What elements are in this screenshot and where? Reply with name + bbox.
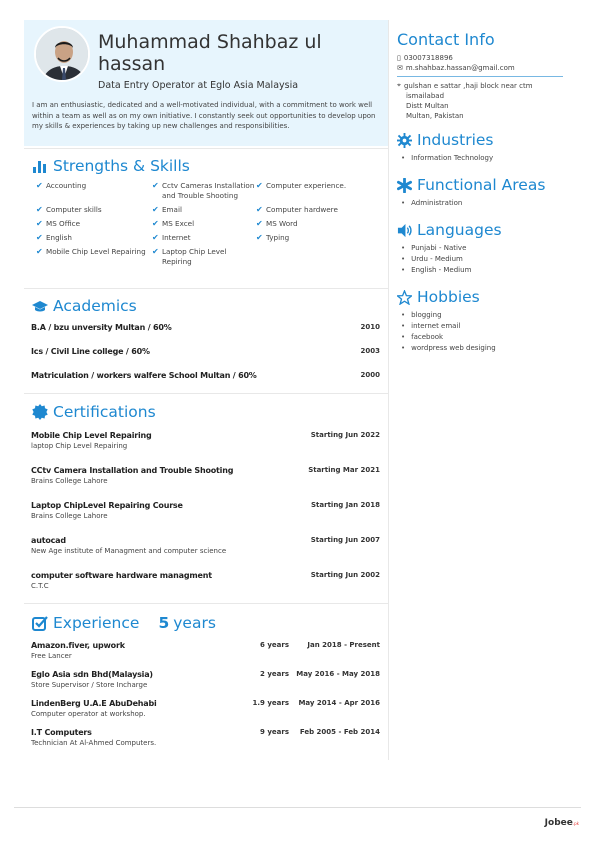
checkbox-icon [32, 615, 48, 631]
check-icon: ✔ [152, 205, 159, 214]
academics-title: Academics [53, 297, 137, 315]
academic-year: 2010 [360, 323, 380, 331]
list-item: • blogging [401, 310, 577, 321]
certification-row [31, 431, 380, 466]
list-item: • wordpress web desiging [401, 343, 577, 354]
experience-row [31, 728, 380, 757]
address-line: gulshan e sattar ,haji block near ctm [403, 82, 533, 90]
certification-title: Mobile Chip Level Repairing [31, 431, 152, 440]
job-role: Free Lancer [31, 652, 72, 660]
experience-heading [32, 612, 388, 634]
certification-date: Starting Jan 2018 [311, 501, 380, 509]
check-icon: ✔ [36, 247, 43, 256]
academic-year: 2000 [360, 371, 380, 379]
functional-heading [397, 176, 577, 194]
certification-provider: Brains College Lahore [31, 477, 108, 485]
experience-unit: years [173, 614, 216, 632]
hobbies-list [401, 310, 577, 354]
job-title: Data Entry Operator at Eglo Asia Malaysia [98, 80, 299, 91]
check-icon: ✔ [36, 205, 43, 214]
experience-row [31, 641, 380, 670]
skill-item: ✔ Mobile Chip Level Repairing [36, 247, 152, 267]
list-item: • internet email [401, 321, 577, 332]
star-icon [397, 290, 412, 305]
experience-row [31, 699, 380, 728]
experience-row [31, 670, 380, 699]
check-icon: ✔ [152, 247, 159, 256]
certification-date: Starting Mar 2021 [308, 466, 380, 474]
asterisk-icon [397, 178, 412, 193]
hobbies-heading [397, 288, 577, 306]
experience-section [24, 603, 388, 757]
footer-divider [14, 807, 581, 808]
gear-icon [397, 133, 412, 148]
academic-row [31, 347, 380, 371]
languages-heading [397, 221, 577, 239]
address-line: Multan, Pakistan [405, 112, 464, 120]
skill-item: ✔ Cctv Cameras Installation and Trouble Shooting [152, 181, 255, 200]
list-item: • Information Technology [401, 153, 577, 164]
job-dates: Feb 2005 - Feb 2014 [299, 728, 380, 736]
check-icon: ✔ [152, 181, 159, 190]
academic-row [31, 371, 380, 395]
experience-total: 5 [158, 614, 170, 632]
academic-row [31, 323, 380, 347]
job-duration: 1.9 years [252, 699, 289, 707]
job-dates: Jan 2018 - Present [307, 641, 380, 649]
contact-heading: Contact Info [397, 30, 495, 49]
skill-item: ✔ English [36, 233, 72, 242]
certification-date: Starting Jun 2002 [310, 571, 380, 579]
speaker-icon [397, 223, 412, 238]
check-icon: ✔ [256, 205, 263, 214]
skill-item: ✔ MS Excel [152, 219, 195, 228]
profile-header [24, 20, 388, 146]
certification-title: autocad [31, 536, 66, 545]
right-column [397, 30, 577, 354]
list-item: • Administration [401, 198, 577, 209]
column-divider [388, 20, 389, 760]
phone-icon: ▯ [397, 54, 401, 62]
check-icon: ✔ [152, 233, 159, 242]
certification-row [31, 536, 380, 571]
check-icon: ✔ [256, 233, 263, 242]
check-icon: ✔ [36, 233, 43, 242]
phone-number[interactable]: 03007318896 [403, 54, 453, 62]
map-marker-icon: ⌖ [397, 81, 401, 89]
certification-title: computer software hardware managment [31, 571, 212, 580]
job-duration: 6 years [260, 641, 289, 649]
list-item: • Urdu - Medium [401, 254, 577, 265]
certification-provider: C.T.C [31, 582, 49, 590]
skill-item: ✔ MS Word [256, 219, 298, 228]
industries-list [401, 153, 577, 164]
certification-title: CCtv Camera Installation and Trouble Shooting [31, 466, 234, 475]
contact-divider [397, 76, 563, 77]
certification-title: Laptop ChipLevel Repairing Course [31, 501, 183, 510]
academics-heading [32, 295, 388, 317]
academic-title: Ics / Civil Line college / 60% [31, 347, 150, 356]
badge-icon [32, 404, 48, 420]
skill-item: ✔ Computer skills [36, 205, 102, 214]
certification-provider: laptop Chip Level Repairing [31, 442, 128, 450]
certification-provider: New Age institute of Managment and computer science [31, 547, 227, 555]
functional-list [401, 198, 577, 209]
employer-name: LindenBerg U.A.E AbuDehabi [31, 699, 157, 708]
certification-row [31, 571, 380, 601]
job-dates: May 2016 - May 2018 [296, 670, 380, 678]
functional-title: Functional Areas [417, 176, 546, 194]
skills-heading [32, 155, 388, 177]
address-line: Distt Multan [405, 102, 449, 110]
industries-heading [397, 131, 577, 149]
list-item: • facebook [401, 332, 577, 343]
brand-logo: Jobee.pk [544, 818, 579, 828]
skill-item: ✔ Typing [256, 233, 290, 242]
academic-title: B.A / bzu unversity Multan / 60% [31, 323, 172, 332]
avatar [34, 26, 90, 82]
graduation-cap-icon [32, 298, 48, 314]
check-icon: ✔ [152, 219, 159, 228]
academic-title: Matriculation / workers walfere School Multan / 60% [31, 371, 257, 380]
certification-row [31, 501, 380, 536]
check-icon: ✔ [36, 219, 43, 228]
skills-section [24, 148, 388, 267]
skill-item: ✔ Laptop Chip Level Repiring [152, 247, 227, 266]
academic-year: 2003 [360, 347, 380, 355]
employer-name: I.T Computers [31, 728, 92, 737]
contact-phone [397, 54, 577, 62]
check-icon: ✔ [256, 219, 263, 228]
skills-title: Strengths & Skills [53, 157, 190, 175]
experience-title: Experience [53, 614, 140, 632]
check-icon: ✔ [36, 181, 43, 190]
left-column [24, 20, 388, 146]
academics-section [24, 288, 388, 395]
certifications-title: Certifications [53, 403, 156, 421]
contact-address [397, 81, 577, 121]
employer-name: Eglo Asia sdn Bhd(Malaysia) [31, 670, 153, 679]
bar-chart-icon [32, 158, 48, 174]
job-duration: 2 years [260, 670, 289, 678]
list-item: • English - Medium [401, 265, 577, 276]
contact-email [397, 64, 577, 72]
job-role: Store Supervisor / Store Incharge [31, 681, 148, 689]
skill-item: ✔ Computer experience. [256, 181, 376, 201]
languages-title: Languages [417, 221, 502, 239]
certification-provider: Brains College Lahore [31, 512, 108, 520]
address-line: ismailabad [405, 92, 445, 100]
industries-title: Industries [417, 131, 494, 149]
certification-date: Starting Jun 2007 [310, 536, 380, 544]
certification-row [31, 466, 380, 501]
employer-name: Amazon.fiver, upwork [31, 641, 125, 650]
languages-list [401, 243, 577, 276]
skill-item: ✔ Email [152, 205, 182, 214]
job-dates: May 2014 - Apr 2016 [298, 699, 380, 707]
list-item: • Punjabi - Native [401, 243, 577, 254]
certifications-section [24, 393, 388, 601]
skill-item: ✔ Computer hardwere [256, 205, 338, 214]
skill-item: ✔ Accounting [36, 181, 152, 201]
hobbies-title: Hobbies [417, 288, 480, 306]
envelope-icon: ✉ [397, 64, 403, 72]
check-icon: ✔ [256, 181, 263, 190]
certifications-heading [32, 401, 388, 423]
candidate-name: Muhammad Shahbaz ul hassan [98, 31, 322, 75]
skills-grid [36, 181, 388, 267]
job-role: Technician At Al-Ahmed Computers. [31, 739, 157, 747]
skill-item: ✔ MS Office [36, 219, 81, 228]
certification-date: Starting Jun 2022 [310, 431, 380, 439]
address-block [404, 81, 533, 121]
email-address[interactable]: m.shahbaz.hassan@gmail.com [405, 64, 515, 72]
skill-item: ✔ Internet [152, 233, 191, 242]
profile-summary: I am an enthusiastic, dedicated and a well-motivated individual, with a commitment to work well within a team as well as on my own initiative. I constantly seek out opportunities to develop upon my skills & experiences by taking up new challenges and responsibilities. [32, 101, 376, 130]
job-duration: 9 years [260, 728, 289, 736]
job-role: Computer operator at workshop. [31, 710, 146, 718]
